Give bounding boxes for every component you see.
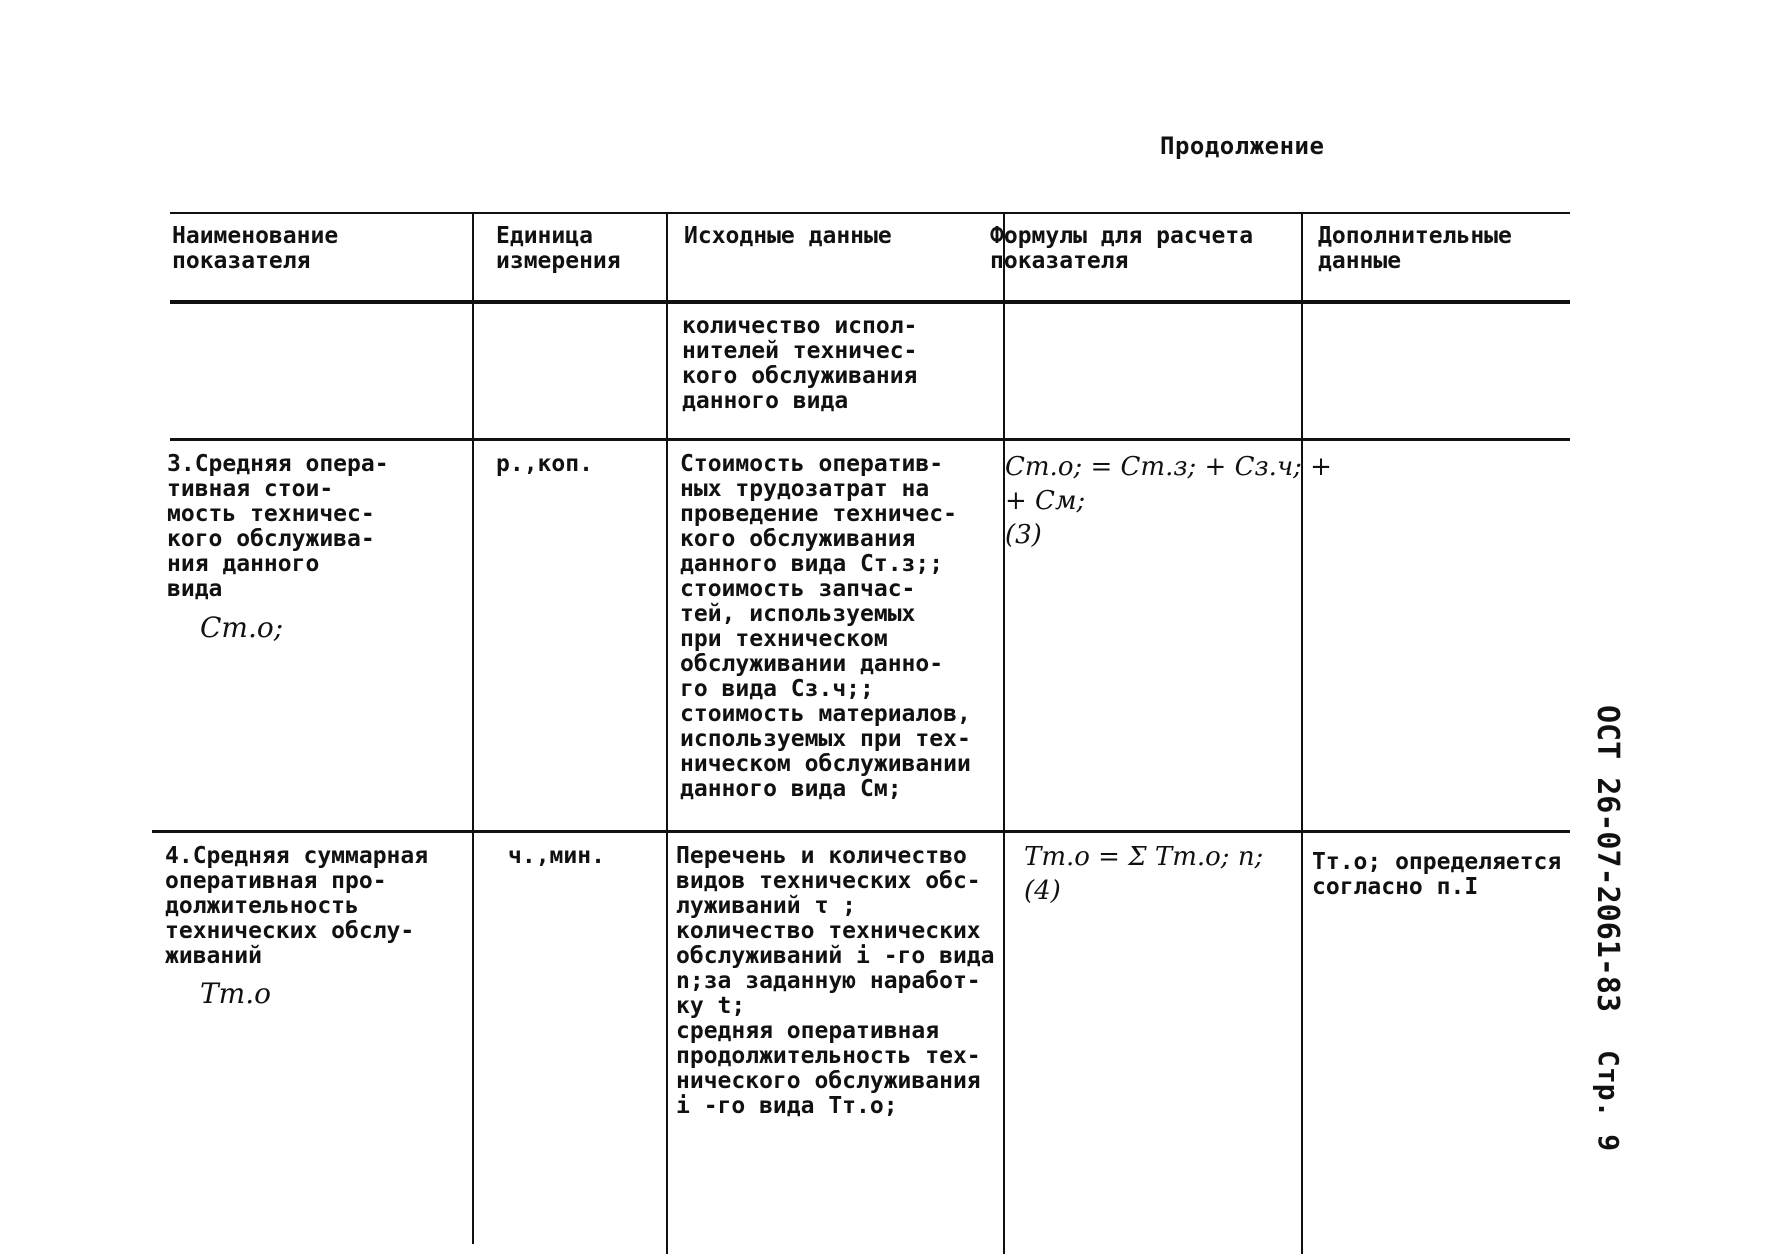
row3-name-symbol: Tт.о (200, 977, 271, 1010)
row2-source: Стоимость оператив- ных трудозатрат на проведение техничес- кого обслуживания данного вида Cт.з;; стоимость запчас- тей, используемых при техническом обслуживании данно- го вида Cз.ч;; стоимость материалов, используемых при тех- ническом обслуживании данного вида Cм; (680, 451, 971, 802)
row2-formula: Cт.о; = Cт.з; + Cз.ч; + + Cм; (3) (1005, 452, 1332, 550)
col-divider-4 (1301, 214, 1303, 1254)
col-divider-3 (1003, 214, 1005, 1254)
row2-unit: р.,коп. (496, 451, 593, 477)
header-formula: Формулы для расчета показателя (990, 223, 1254, 274)
header-name: Наименование показателя (172, 223, 339, 274)
row2-name-symbol: Cт.о; (200, 611, 284, 644)
header-extra: Дополнительные данные (1318, 223, 1512, 274)
row3-source: Перечень и количество видов технических обс- луживаний τ ; количество технических обслуживаний i -го вида n;за заданную наработ- ку t; средняя оперативная продолжительность тех- нического обслуживания i -го вида Tт.о; (676, 843, 995, 1119)
continuation-label: Продолжение (1160, 132, 1325, 160)
col-divider-1 (472, 214, 474, 1244)
document-code: ОСТ 26-07-2061-83 (1590, 705, 1625, 1013)
row3-name: 4.Средняя суммарная оперативная про- должительность технических обслу- живаний (165, 843, 429, 969)
row3-unit: ч.,мин. (508, 843, 605, 869)
table-top-rule (170, 212, 1570, 214)
row1-bottom-rule (170, 438, 1570, 441)
header-source: Исходные данные (684, 223, 892, 249)
col-divider-2 (666, 214, 668, 1254)
page-number: Стр. 9 (1592, 1050, 1625, 1152)
header-bottom-rule (170, 300, 1570, 304)
row1-source: количество испол- нителей техничес- кого обслуживания данного вида (682, 313, 918, 414)
row3-extra: Tт.о; определяется согласно п.I (1312, 849, 1562, 900)
row2-bottom-rule (152, 830, 1570, 833)
row2-name: 3.Средняя опера- тивная стои- мость техничес- кого обслужива- ния данного вида (167, 451, 389, 602)
header-unit: Единица измерения (496, 223, 621, 274)
row3-formula: Tт.о = Σ Tт.о; n; (4) (1024, 842, 1264, 906)
